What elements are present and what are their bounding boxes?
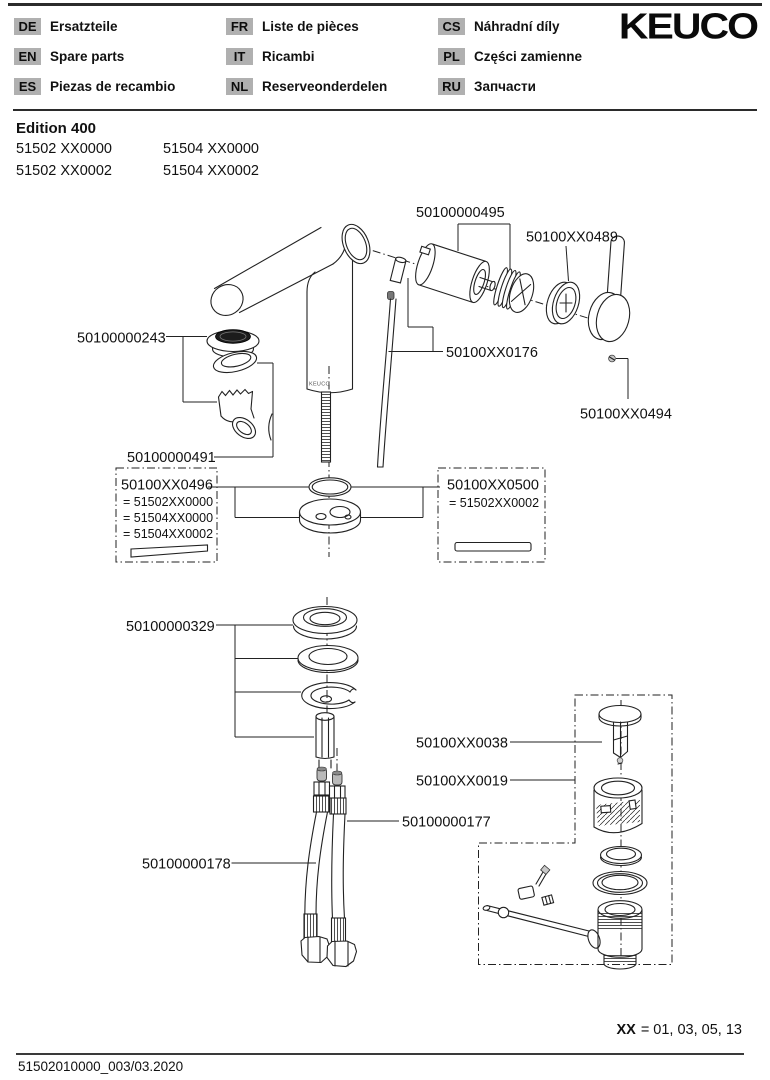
lang-badge: NL bbox=[226, 78, 253, 95]
model-number: 51502 XX0000 bbox=[16, 141, 112, 157]
body-brand-mark: KEUCO bbox=[309, 381, 331, 388]
keuco-logo: KEUCO bbox=[618, 6, 757, 47]
supply-hoses-drawing bbox=[301, 767, 357, 967]
xx-values: = 01, 03, 05, 13 bbox=[640, 1022, 742, 1038]
cartridge-drawing bbox=[410, 241, 496, 305]
lang-badge: RU bbox=[438, 78, 465, 95]
part-label-494: 50100XX0494 bbox=[580, 406, 672, 423]
lang-label: Liste de pièces bbox=[262, 18, 359, 34]
part-label-495: 50100000495 bbox=[416, 205, 505, 221]
kit-496-eq3: = 51504XX0002 bbox=[123, 527, 214, 541]
lang-badge: ES bbox=[14, 78, 41, 95]
lang-label: Spare parts bbox=[50, 48, 125, 64]
part-label-177: 50100000177 bbox=[402, 814, 491, 831]
lang-badge: CS bbox=[438, 18, 465, 35]
series-title: Edition 400 bbox=[16, 120, 97, 137]
footer-rule bbox=[16, 1053, 744, 1055]
lang-label: Ersatzteile bbox=[50, 18, 118, 34]
adapter-sleeve-drawing bbox=[390, 256, 406, 283]
lang-label: Запчасти bbox=[474, 78, 536, 94]
part-label-178: 50100000178 bbox=[142, 856, 231, 873]
model-number: 51502 XX0002 bbox=[16, 163, 112, 179]
document-number: 51502010000_003/03.2020 bbox=[18, 1059, 184, 1074]
lang-label: Náhradní díly bbox=[474, 18, 560, 34]
lang-badge: EN bbox=[14, 48, 41, 65]
lang-label: Piezas de recambio bbox=[50, 78, 176, 94]
seal-strip-496 bbox=[131, 545, 208, 557]
xx-code: XX bbox=[616, 1022, 636, 1038]
kit-label-496: 50100XX0496 bbox=[121, 477, 213, 494]
part-label-176: 50100XX0176 bbox=[446, 345, 538, 361]
lang-badge: IT bbox=[226, 48, 253, 65]
lang-label: Części zamienne bbox=[474, 48, 583, 64]
escutcheon-drawing bbox=[541, 279, 584, 328]
part-label-329: 50100000329 bbox=[126, 619, 215, 635]
part-labels bbox=[77, 205, 672, 873]
part-label-038: 50100XX0038 bbox=[416, 735, 508, 752]
xx-code-note bbox=[616, 1022, 742, 1038]
kit-500-eq1: = 51502XX0002 bbox=[449, 496, 540, 510]
seal-strip-500 bbox=[455, 543, 531, 552]
kit-496-eq1: = 51502XX0000 bbox=[123, 495, 214, 509]
model-number: 51504 XX0000 bbox=[163, 141, 259, 157]
base-seal-drawing bbox=[300, 478, 361, 533]
part-label-491: 50100000491 bbox=[127, 450, 216, 466]
lang-badge: PL bbox=[438, 48, 465, 65]
kit-label-500: 50100XX0500 bbox=[447, 477, 539, 494]
model-number: 51504 XX0002 bbox=[163, 163, 259, 179]
threaded-rod-drawing bbox=[322, 392, 331, 462]
lever-handle-drawing bbox=[583, 236, 634, 362]
aerator-drawing bbox=[207, 330, 272, 443]
lang-badge: FR bbox=[226, 18, 253, 35]
part-label-243: 50100000243 bbox=[77, 330, 166, 347]
part-label-019: 50100XX0019 bbox=[416, 773, 508, 790]
threaded-ring-drawing bbox=[491, 266, 538, 315]
kit-496-eq2: = 51504XX0000 bbox=[123, 511, 214, 525]
mounting-stack-drawing bbox=[293, 607, 358, 769]
part-label-489: 50100XX0489 bbox=[526, 229, 618, 246]
lang-badge: DE bbox=[14, 18, 41, 35]
lang-label: Reserveonderdelen bbox=[262, 78, 388, 94]
pull-rod-drawing bbox=[378, 292, 397, 468]
lang-label: Ricambi bbox=[262, 48, 315, 64]
